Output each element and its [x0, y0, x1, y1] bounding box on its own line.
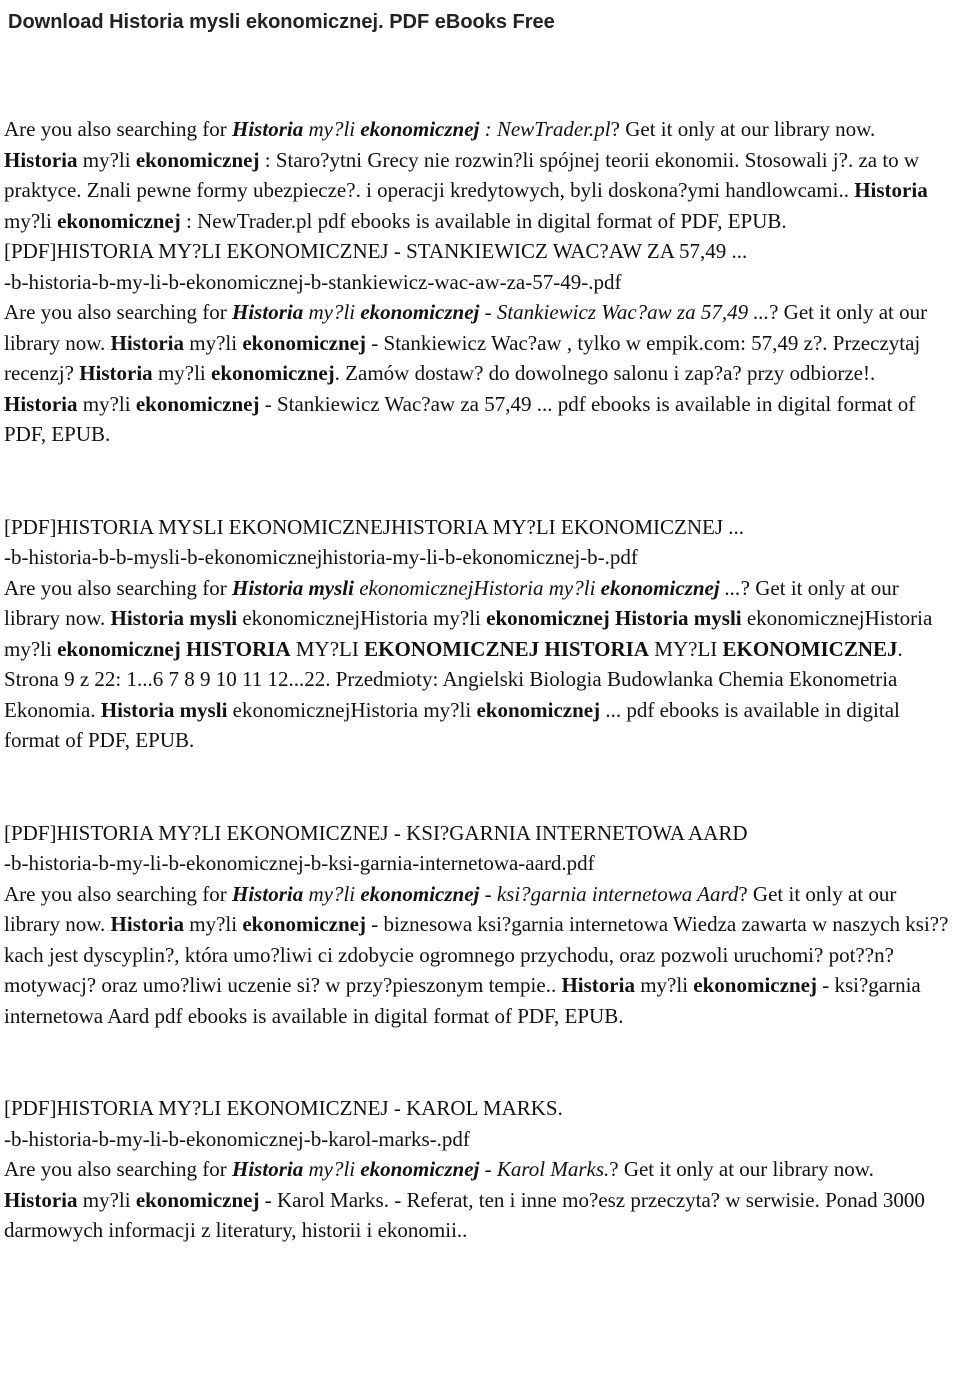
text-run: - Stankiewicz Wac?aw , tylko w empik.com: 57,49 z?. Przeczytaj recenzj?: [4, 330, 921, 385]
text-run: my?li: [303, 1157, 361, 1181]
text-run: ekonomicznej: [211, 361, 335, 385]
section-description: [4, 1154, 952, 1246]
text-run: Historia: [232, 300, 304, 324]
text-run: : NewTrader.pl pdf ebooks is available in digital format of PDF, EPUB.: [180, 208, 787, 233]
text-run: - Karol Marks. - Referat, ten i inne mo?esz przeczyta? w serwisie. Ponad 3000 darmowych informacji z literatury, historii i ekonomii..: [4, 1187, 925, 1242]
text-run: ... pdf ebooks is available in digital format of PDF, EPUB.: [4, 697, 900, 752]
text-run: - ksi?garnia internetowa Aard: [479, 881, 739, 906]
text-run: my?li: [303, 300, 361, 324]
text-run: - ksi?garnia internetowa Aard pdf ebooks is available in digital format of PDF, EPUB.: [4, 973, 921, 1028]
result-section-1: [4, 236, 952, 450]
section-file-link[interactable]: -b-historia-b-my-li-b-ekonomicznej-b-ksi-garnia-internetowa-aard.pdf: [4, 851, 595, 875]
text-run: MY?LI: [649, 636, 723, 661]
text-run: Historia: [110, 330, 185, 355]
text-run: ekonomicznej: [360, 300, 480, 324]
section-title: [PDF]HISTORIA MY?LI EKONOMICZNEJ - KAROL MARKS.: [4, 1096, 563, 1120]
text-run: ? Get it only at our library now.: [4, 881, 897, 936]
result-section-3: [4, 818, 952, 1032]
document-content: [0, 44, 960, 1246]
text-run: ekonomicznejHistoria my?li: [227, 697, 477, 722]
text-run: Historia: [232, 1157, 304, 1181]
text-run: Historia: [854, 178, 928, 202]
text-run: Historia: [4, 1187, 78, 1212]
text-run: ekonomicznejHistoria my?li: [237, 606, 487, 630]
text-run: - Stankiewicz Wac?aw za 57,49 ...: [479, 300, 770, 324]
text-run: Historia mysli: [100, 697, 228, 722]
text-run: my?li: [303, 881, 361, 906]
text-run: Historia: [561, 973, 635, 997]
section-description: [4, 879, 952, 1032]
text-run: Historia: [232, 117, 304, 141]
section-title: [PDF]HISTORIA MY?LI EKONOMICZNEJ - STANKIEWICZ WAC?AW ZA 57,49 ...: [4, 239, 748, 263]
text-run: ekonomicznej: [242, 330, 367, 355]
text-run: ekonomicznej: [693, 973, 817, 997]
text-run: ekonomicznej: [360, 117, 480, 141]
text-run: Are you also searching for: [4, 300, 233, 324]
text-run: ...: [719, 575, 741, 600]
text-run: Historia mysli: [232, 575, 354, 600]
text-run: my?li: [77, 391, 136, 416]
text-run: my?li: [303, 117, 361, 141]
text-run: : Staro?ytni Grecy nie rozwin?li spójnej teorii ekonomii. Stosowali j?. za to w praktyce. Znali pewne formy ubezpiecze?. i operacji kredytowych, byli doskona?ymi handlowcami..: [4, 147, 920, 202]
result-section-2: [4, 512, 952, 756]
text-run: ? Get it only at our library now.: [610, 117, 876, 141]
page-header: [0, 0, 960, 44]
text-run: ? Get it only at our library now.: [4, 575, 899, 630]
text-run: ekonomicznej: [242, 912, 367, 936]
text-run: Historia: [232, 881, 304, 906]
text-run: ekonomicznej: [360, 881, 480, 906]
text-run: my?li: [184, 330, 243, 355]
text-run: - biznesowa ksi?garnia internetowa Wiedza zawarta w naszych ksi??kach jest dyscyplin?, która umo?liwi ci zdobycie ogromnego przychodu, oraz pozwoli uruchomi? pot??n? motywacj? oraz umo?liwi uczenie si? w przy?pieszonym tempie..: [4, 912, 949, 997]
text-run: Are you also searching for: [4, 117, 233, 141]
text-run: ekonomicznej Historia mysli: [486, 606, 742, 630]
text-run: Are you also searching for: [4, 575, 233, 600]
text-run: - Karol Marks.: [479, 1157, 610, 1181]
text-run: : NewTrader.pl: [479, 117, 611, 141]
text-run: Historia: [79, 361, 153, 385]
text-run: my?li: [152, 361, 212, 385]
text-run: . Zamów dostaw? do dowolnego salonu i zap?a? przy odbiorze!.: [334, 361, 876, 385]
text-run: Are you also searching for: [4, 1157, 233, 1181]
page-title: Download Historia mysli ekonomicznej. PDF eBooks Free: [8, 10, 555, 33]
section-file-link[interactable]: -b-historia-b-my-li-b-ekonomicznej-b-karol-marks-.pdf: [4, 1126, 470, 1151]
text-run: ekonomicznej: [135, 147, 260, 172]
section-description: [4, 297, 952, 450]
text-run: Historia: [4, 391, 78, 416]
text-run: - Stankiewicz Wac?aw za 57,49 ... pdf ebooks is available in digital format of PDF, EPUB.: [4, 391, 916, 446]
text-run: EKONOMICZNEJ: [722, 636, 898, 661]
text-run: EKONOMICZNEJ HISTORIA: [364, 636, 650, 661]
section-title: [PDF]HISTORIA MYSLI EKONOMICZNEJHISTORIA MY?LI EKONOMICZNEJ ...: [4, 514, 745, 539]
text-run: Historia mysli: [110, 606, 238, 630]
text-run: ekonomicznej: [600, 575, 720, 600]
text-run: ekonomicznej: [476, 697, 601, 722]
section-title: [PDF]HISTORIA MY?LI EKONOMICZNEJ - KSI?GARNIA INTERNETOWA AARD: [4, 820, 748, 845]
text-run: ekonomicznejHistoria my?li: [353, 575, 601, 600]
text-run: Historia: [110, 912, 185, 936]
text-run: my?li: [77, 1187, 136, 1212]
section-description: [4, 573, 952, 756]
text-run: ekonomicznej: [57, 208, 181, 233]
text-run: ekonomicznej: [360, 1157, 480, 1181]
text-run: Historia: [4, 147, 78, 172]
text-run: ekonomicznej: [135, 1187, 260, 1212]
text-run: my?li: [184, 912, 243, 936]
text-run: ekonomicznejHistoria my?li: [4, 606, 933, 661]
text-run: ekonomicznej HISTORIA: [57, 636, 291, 661]
text-run: my?li: [634, 973, 694, 997]
text-run: ? Get it only at our library now.: [609, 1157, 874, 1181]
text-run: my?li: [4, 208, 58, 233]
text-run: MY?LI: [290, 636, 365, 661]
text-run: ? Get it only at our library now.: [4, 300, 928, 355]
text-run: . Strona 9 z 22: 1...6 7 8 9 10 11 12...22. Przedmioty: Angielski Biologia Budowlanka Chemia Ekonometria Ekonomia.: [4, 636, 903, 722]
intro-paragraph: [4, 114, 952, 236]
result-section-4: [4, 1093, 952, 1246]
section-file-link[interactable]: -b-historia-b-my-li-b-ekonomicznej-b-stankiewicz-wac-aw-za-57-49-.pdf: [4, 269, 622, 294]
section-file-link[interactable]: -b-historia-b-b-mysli-b-ekonomicznejhistoria-my-li-b-ekonomicznej-b-.pdf: [4, 545, 638, 569]
text-run: Are you also searching for: [4, 881, 233, 906]
text-run: ekonomicznej: [135, 391, 260, 416]
text-run: my?li: [77, 147, 136, 172]
